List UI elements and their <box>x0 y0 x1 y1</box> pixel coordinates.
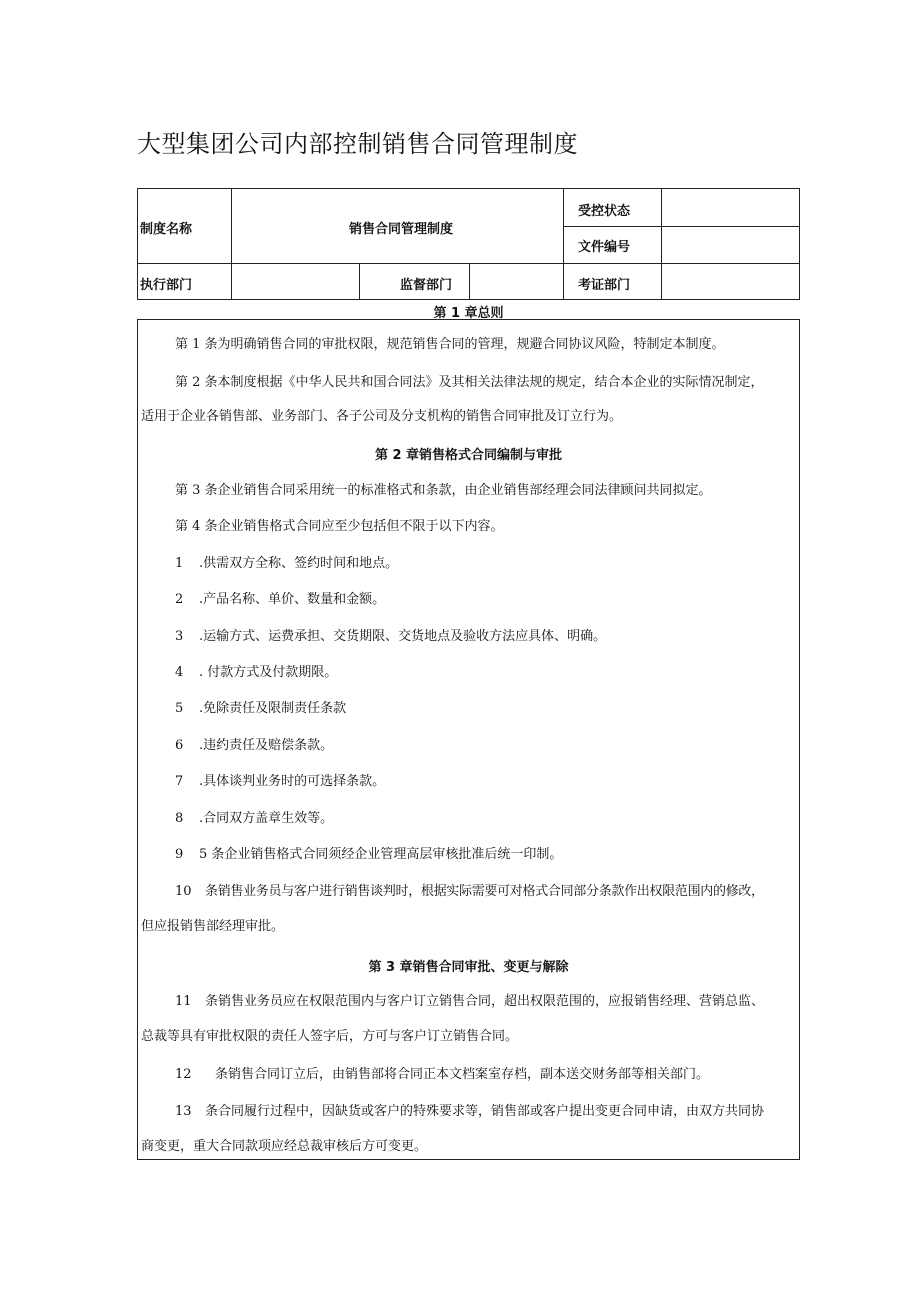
list-item <box>175 1102 796 1122</box>
article-2-line1: 第 2 条本制度根据《中华人民共和国合同法》及其相关法律法规的规定，结合本企业的实际情况制定， <box>175 375 764 390</box>
item-text: .运输方式、运费承担、交货期限、交货地点及验收方法应具体、明确。 <box>199 629 607 644</box>
item-text: 条销售业务员应在权限范围内与客户订立销售合同，超出权限范围的，应报销售经理、营销总监、 <box>205 994 765 1009</box>
list-item <box>175 736 830 756</box>
item-number: 1 <box>175 556 184 571</box>
list-item <box>175 663 830 683</box>
list-item <box>175 809 830 829</box>
list-item <box>175 992 796 1012</box>
table-divider <box>563 189 564 299</box>
header-table <box>137 188 800 300</box>
list-item <box>175 554 830 574</box>
file-no-label: 文件编号 <box>578 240 631 255</box>
article-4: 第 4 条企业销售格式合同应至少包括但不限于以下内容。 <box>175 519 504 534</box>
table-divider <box>359 263 360 299</box>
item-text: .供需双方全称、签约时间和地点。 <box>199 556 399 571</box>
item-text: 条合同履行过程中，因缺货或客户的特殊要求等，销售部或客户提出变更合同申请，由双方共同协 <box>205 1104 765 1119</box>
chapter2-heading: 第 2 章销售格式合同编制与审批 <box>374 448 563 463</box>
item-11-line2: 总裁等具有审批权限的责任人签字后，方可与客户订立销售合同。 <box>141 1029 519 1044</box>
name-label: 制度名称 <box>140 222 193 237</box>
item-number: 3 <box>175 629 184 644</box>
article-1: 第 1 条为明确销售合同的审批权限，规范销售合同的管理，规避合同协议风险，特制定本制度。 <box>175 337 725 352</box>
item-text: 条销售业务员与客户进行销售谈判时，根据实际需要可对格式合同部分条款作出权限范围内的修改， <box>205 884 764 899</box>
item-number: 9 <box>175 847 184 862</box>
item-text: .产品名称、单价、数量和金额。 <box>199 592 386 607</box>
list-item <box>175 1065 830 1085</box>
name-value: 销售合同管理制度 <box>349 222 454 237</box>
item-number: 8 <box>175 811 184 826</box>
item-number: 6 <box>175 738 184 753</box>
table-divider <box>231 189 232 299</box>
item-text: .合同双方盖章生效等。 <box>199 811 334 826</box>
list-item <box>175 590 830 610</box>
item-text: .具体谈判业务时的可选择条款。 <box>199 774 386 789</box>
control-status-label: 受控状态 <box>578 204 631 219</box>
article-2-line2: 适用于企业各销售部、业务部门、各子公司及分支机构的销售合同审批及订立行为。 <box>141 409 623 424</box>
item-text: . 付款方式及付款期限。 <box>199 665 338 680</box>
item-10-line2: 但应报销售部经理审批。 <box>141 919 285 934</box>
list-item <box>175 882 796 902</box>
chapter1-heading: 第 1 章总则 <box>433 306 504 321</box>
item-number: 12 <box>175 1067 192 1082</box>
list-item <box>175 845 830 865</box>
item-text: 条销售合同订立后，由销售部将合同正本文档案室存档，副本送交财务部等相关部门。 <box>215 1067 710 1082</box>
item-number: 4 <box>175 665 184 680</box>
item-13-line2: 商变更，重大合同款项应经总裁审核后方可变更。 <box>141 1139 428 1154</box>
list-item <box>175 699 830 719</box>
item-number: 5 <box>175 701 184 716</box>
item-number: 7 <box>175 774 184 789</box>
list-item <box>175 772 830 792</box>
item-text: .违约责任及赔偿条款。 <box>199 738 334 753</box>
list-item <box>175 627 830 647</box>
exec-dept-label: 执行部门 <box>140 278 193 293</box>
verify-dept-label: 考证部门 <box>578 278 631 293</box>
item-text: .免除责任及限制责任条款 <box>199 701 347 716</box>
item-number: 10 <box>175 884 192 899</box>
document-title: 大型集团公司内部控制销售合同管理制度 <box>137 130 578 158</box>
chapter3-heading: 第 3 章销售合同审批、变更与解除 <box>368 960 569 975</box>
table-divider <box>563 226 799 227</box>
item-number: 2 <box>175 592 184 607</box>
item-number: 13 <box>175 1104 192 1119</box>
table-divider <box>469 263 470 299</box>
item-number: 11 <box>175 994 192 1009</box>
item-text: 5 条企业销售格式合同须经企业管理高层审核批准后统一印制。 <box>199 847 563 862</box>
supervise-dept-label: 监督部门 <box>400 278 453 293</box>
article-3: 第 3 条企业销售合同采用统一的标准格式和条款，由企业销售部经理会同法律顾问共同拟定。 <box>175 483 712 498</box>
table-divider <box>661 189 662 299</box>
